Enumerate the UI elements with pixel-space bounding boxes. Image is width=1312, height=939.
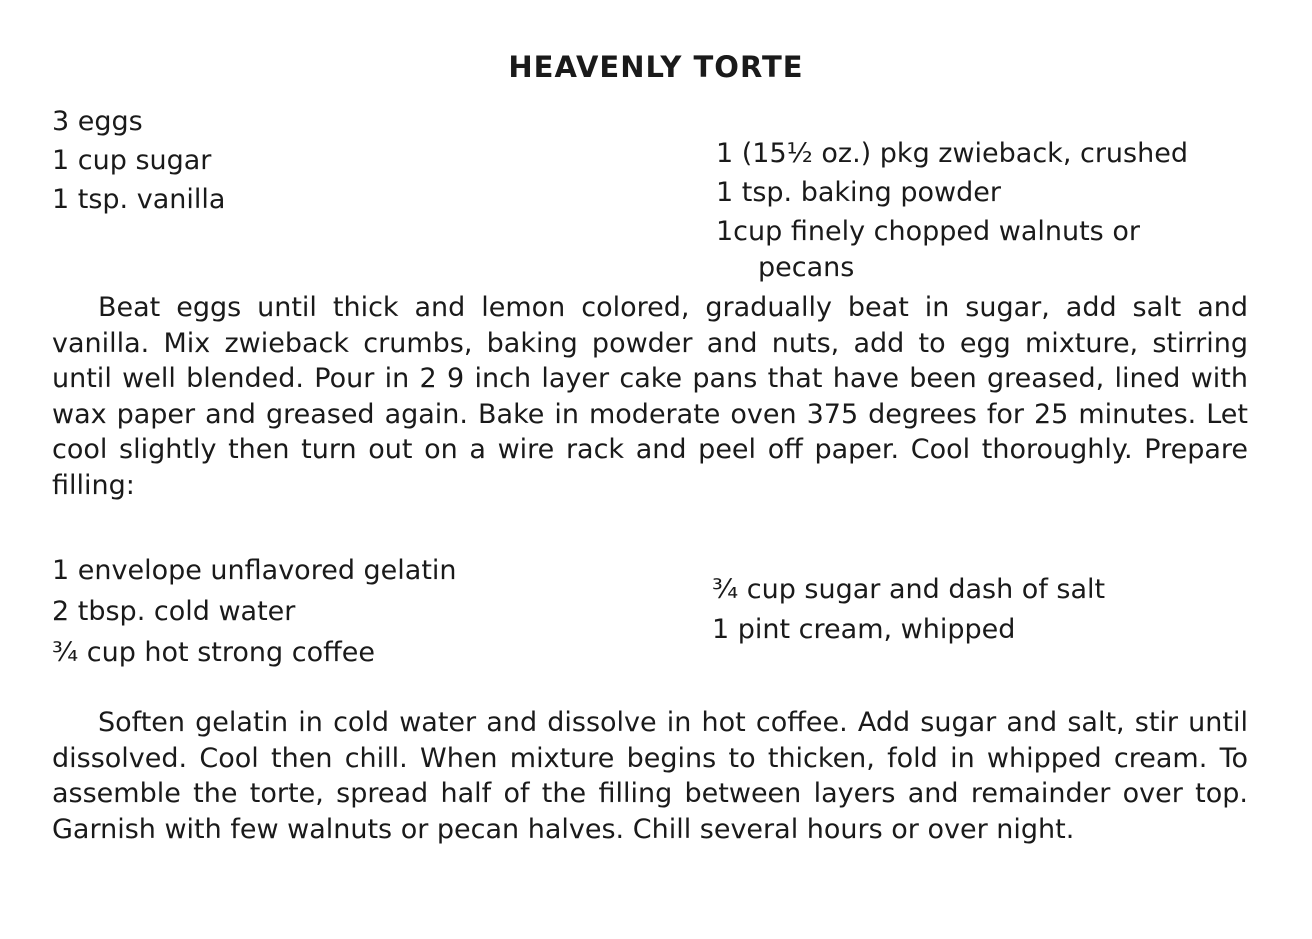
ingredient-item: 2 tbsp. cold water bbox=[52, 596, 296, 627]
ingredient-item: 1 pint cream, whipped bbox=[712, 614, 1016, 645]
ingredient-item: 1 cup sugar bbox=[52, 145, 212, 176]
cake-method-paragraph: Beat eggs until thick and lemon colored, gradually beat in sugar, add salt and vanilla. Mix zwieback crumbs, baking powder and nuts, add to egg mixture, stirring until well blended. Pour in 2 9 inch layer cake pans that have been greased, lined with wax paper and greased again. Bake in moderate oven 375 degrees for 25 minutes. Let cool slightly then turn out on a wire rack and peel off paper. Cool thoroughly. Prepare filling: bbox=[52, 292, 1248, 501]
ingredient-item: 1 tsp. vanilla bbox=[52, 184, 226, 215]
ingredient-item: 1 envelope unflavored gelatin bbox=[52, 555, 457, 586]
filling-ingredients-right bbox=[712, 570, 1105, 650]
ingredient-item-continuation: pecans bbox=[758, 252, 855, 283]
ingredient-item: ¾ cup hot strong coffee bbox=[52, 637, 375, 668]
filling-method-paragraph: Soften gelatin in cold water and dissolve in hot coffee. Add sugar and salt, stir until dissolved. Cool then chill. When mixture begins to thicken, fold in whipped cream. To assemble the torte, spread half of the filling between layers and remainder over top. Garnish with few walnuts or pecan halves. Chill several hours or over night. bbox=[52, 707, 1248, 845]
ingredient-item: 3 eggs bbox=[52, 106, 143, 137]
cake-ingredients-right bbox=[716, 134, 1188, 285]
ingredient-item: 1cup finely chopped walnuts or bbox=[716, 216, 1140, 247]
recipe-title: HEAVENLY TORTE bbox=[508, 50, 804, 84]
ingredient-item: 1 tsp. baking powder bbox=[716, 177, 1001, 208]
ingredient-item: 1 (15½ oz.) pkg zwieback, crushed bbox=[716, 138, 1188, 169]
filling-ingredients-left bbox=[52, 550, 457, 673]
cake-ingredients-left bbox=[52, 102, 225, 219]
ingredient-item: ¾ cup sugar and dash of salt bbox=[712, 574, 1106, 605]
